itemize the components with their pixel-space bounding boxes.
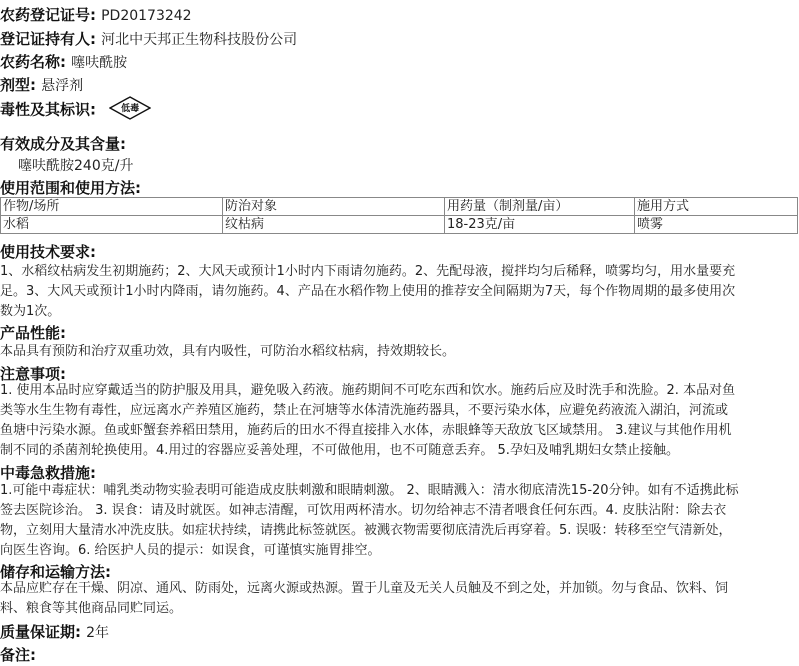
reg-no-label: 农药登记证号:: [0, 6, 96, 24]
technique-line: 足。3、大风天或预计1小时内降雨，请勿施药。4、产品在水稻作物上使用的推荐安全间隔期为7天，每个作物周期的最多使用次: [0, 284, 736, 299]
pesticide-name-row: [0, 51, 127, 72]
precautions-line: 类等水生生物有毒性，应远离水产养殖区施药，禁止在河塘等水体清洗施药器具，不要污染水体，应避免药液流入湖泊，河流或: [0, 403, 729, 418]
shelf-life-value: 2年: [86, 625, 110, 641]
storage-line: 本品应贮存在干燥、阴凉、通风、防雨处，远离火源或热源。置于儿童及无关人员触及不到之处，并加锁。勿与食品、饮料、饲: [0, 581, 729, 596]
storage-text: [0, 579, 797, 619]
precautions-text: [0, 381, 797, 461]
technique-line: 1、水稻纹枯病发生初期施药；2、大风天或预计1小时内下雨请勿施药。2、先配母液，搅拌均匀后稀释，喷雾均匀，用水量要充: [0, 264, 736, 279]
first-aid-line: 向医生咨询。6. 给医护人员的提示：如误食，可谨慎实施胃排空。: [0, 543, 381, 558]
usage-cell-crop: 水稻: [1, 216, 223, 234]
usage-header-method: 施用方式: [635, 198, 798, 216]
performance-line: 本品具有预防和治疗双重功效，具有内吸性，可防治水稻纹枯病，持效期较长。: [0, 344, 456, 359]
precautions-line: 1. 使用本品时应穿戴适当的防护服及用具，避免吸入药液。施药期间不可吃东西和饮水。施药后应及时洗手和洗脸。2. 本品对鱼: [0, 383, 736, 398]
first-aid-line: 1.可能中毒症状：哺乳类动物实验表明可能造成皮肤刺激和眼睛刺激。 2、眼睛溅入：清水彻底清洗15-20分钟。如有不适携此标: [0, 483, 739, 498]
first-aid-line: 物，立刻用大量清水冲洗皮肤。如症状持续，请携此标签就医。被溅衣物需要彻底清洗后再穿着。5. 误吸：转移至空气清新处，: [0, 523, 732, 538]
storage-line: 料、粮食等其他商品同贮同运。: [0, 601, 183, 616]
pesticide-name-label: 农药名称:: [0, 53, 66, 71]
performance-heading: 产品性能:: [0, 324, 66, 342]
technique-heading: 使用技术要求:: [0, 243, 96, 261]
holder-label: 登记证持有人:: [0, 30, 96, 48]
usage-header-dosage: 用药量（制剂量/亩）: [445, 198, 635, 216]
precautions-line: 制不同的杀菌剂轮换使用。4.用过的容器应妥善处理，不可做他用，也不可随意丢弃。 5.孕妇及哺乳期妇女禁止接触。: [0, 443, 679, 458]
first-aid-heading: 中毒急救措施:: [0, 464, 96, 482]
toxicity-row: [0, 98, 151, 122]
holder-value: 河北中天邦正生物科技股份公司: [101, 32, 298, 48]
formulation-value: 悬浮剂: [41, 78, 84, 94]
formulation-label: 剂型:: [0, 76, 36, 94]
usage-cell-target: 纹枯病: [223, 216, 445, 234]
active-ingredient-heading: 有效成分及其含量:: [0, 135, 126, 153]
active-ingredient-value: 噻呋酰胺240克/升: [18, 158, 134, 174]
precautions-heading: 注意事项:: [0, 365, 66, 383]
usage-header-crop: 作物/场所: [1, 198, 223, 216]
toxicity-label: 毒性及其标识:: [0, 100, 96, 119]
reg-no-value: PD20173242: [101, 8, 192, 24]
first-aid-text: [0, 481, 797, 561]
pesticide-name-value: 噻呋酰胺: [71, 55, 128, 71]
usage-header-target: 防治对象: [223, 198, 445, 216]
shelf-life-label: 质量保证期:: [0, 623, 81, 641]
holder-row: [0, 28, 297, 49]
precautions-line: 鱼塘中污染水源。鱼或虾蟹套养稻田禁用，施药后的田水不得直接排入水体，赤眼蜂等天敌放飞区域禁用。 3.建议与其他作用机: [0, 423, 732, 438]
usage-table: [0, 197, 798, 234]
toxicity-badge-text: 低毒: [121, 104, 140, 114]
usage-heading: 使用范围和使用方法:: [0, 179, 141, 197]
performance-text: [0, 342, 797, 362]
first-aid-line: 签去医院诊治。 3. 误食：请及时就医。如神志清醒，可饮用两杯清水。切勿给神志不清者喂食任何东西。4. 皮肤沾附：除去衣: [0, 503, 727, 518]
technique-text: [0, 262, 797, 322]
usage-cell-dosage: 18-23克/亩: [445, 216, 635, 234]
shelf-life-row: [0, 621, 109, 642]
remarks-heading: 备注:: [0, 646, 36, 664]
formulation-row: [0, 74, 83, 95]
usage-cell-method: 喷雾: [635, 216, 798, 234]
technique-line: 数为1次。: [0, 304, 61, 319]
usage-table-header-row: [1, 198, 798, 216]
storage-heading: 储存和运输方法:: [0, 563, 111, 581]
toxicity-diamond-icon: [109, 96, 151, 120]
table-row: [1, 216, 798, 234]
reg-no-row: [0, 4, 192, 25]
